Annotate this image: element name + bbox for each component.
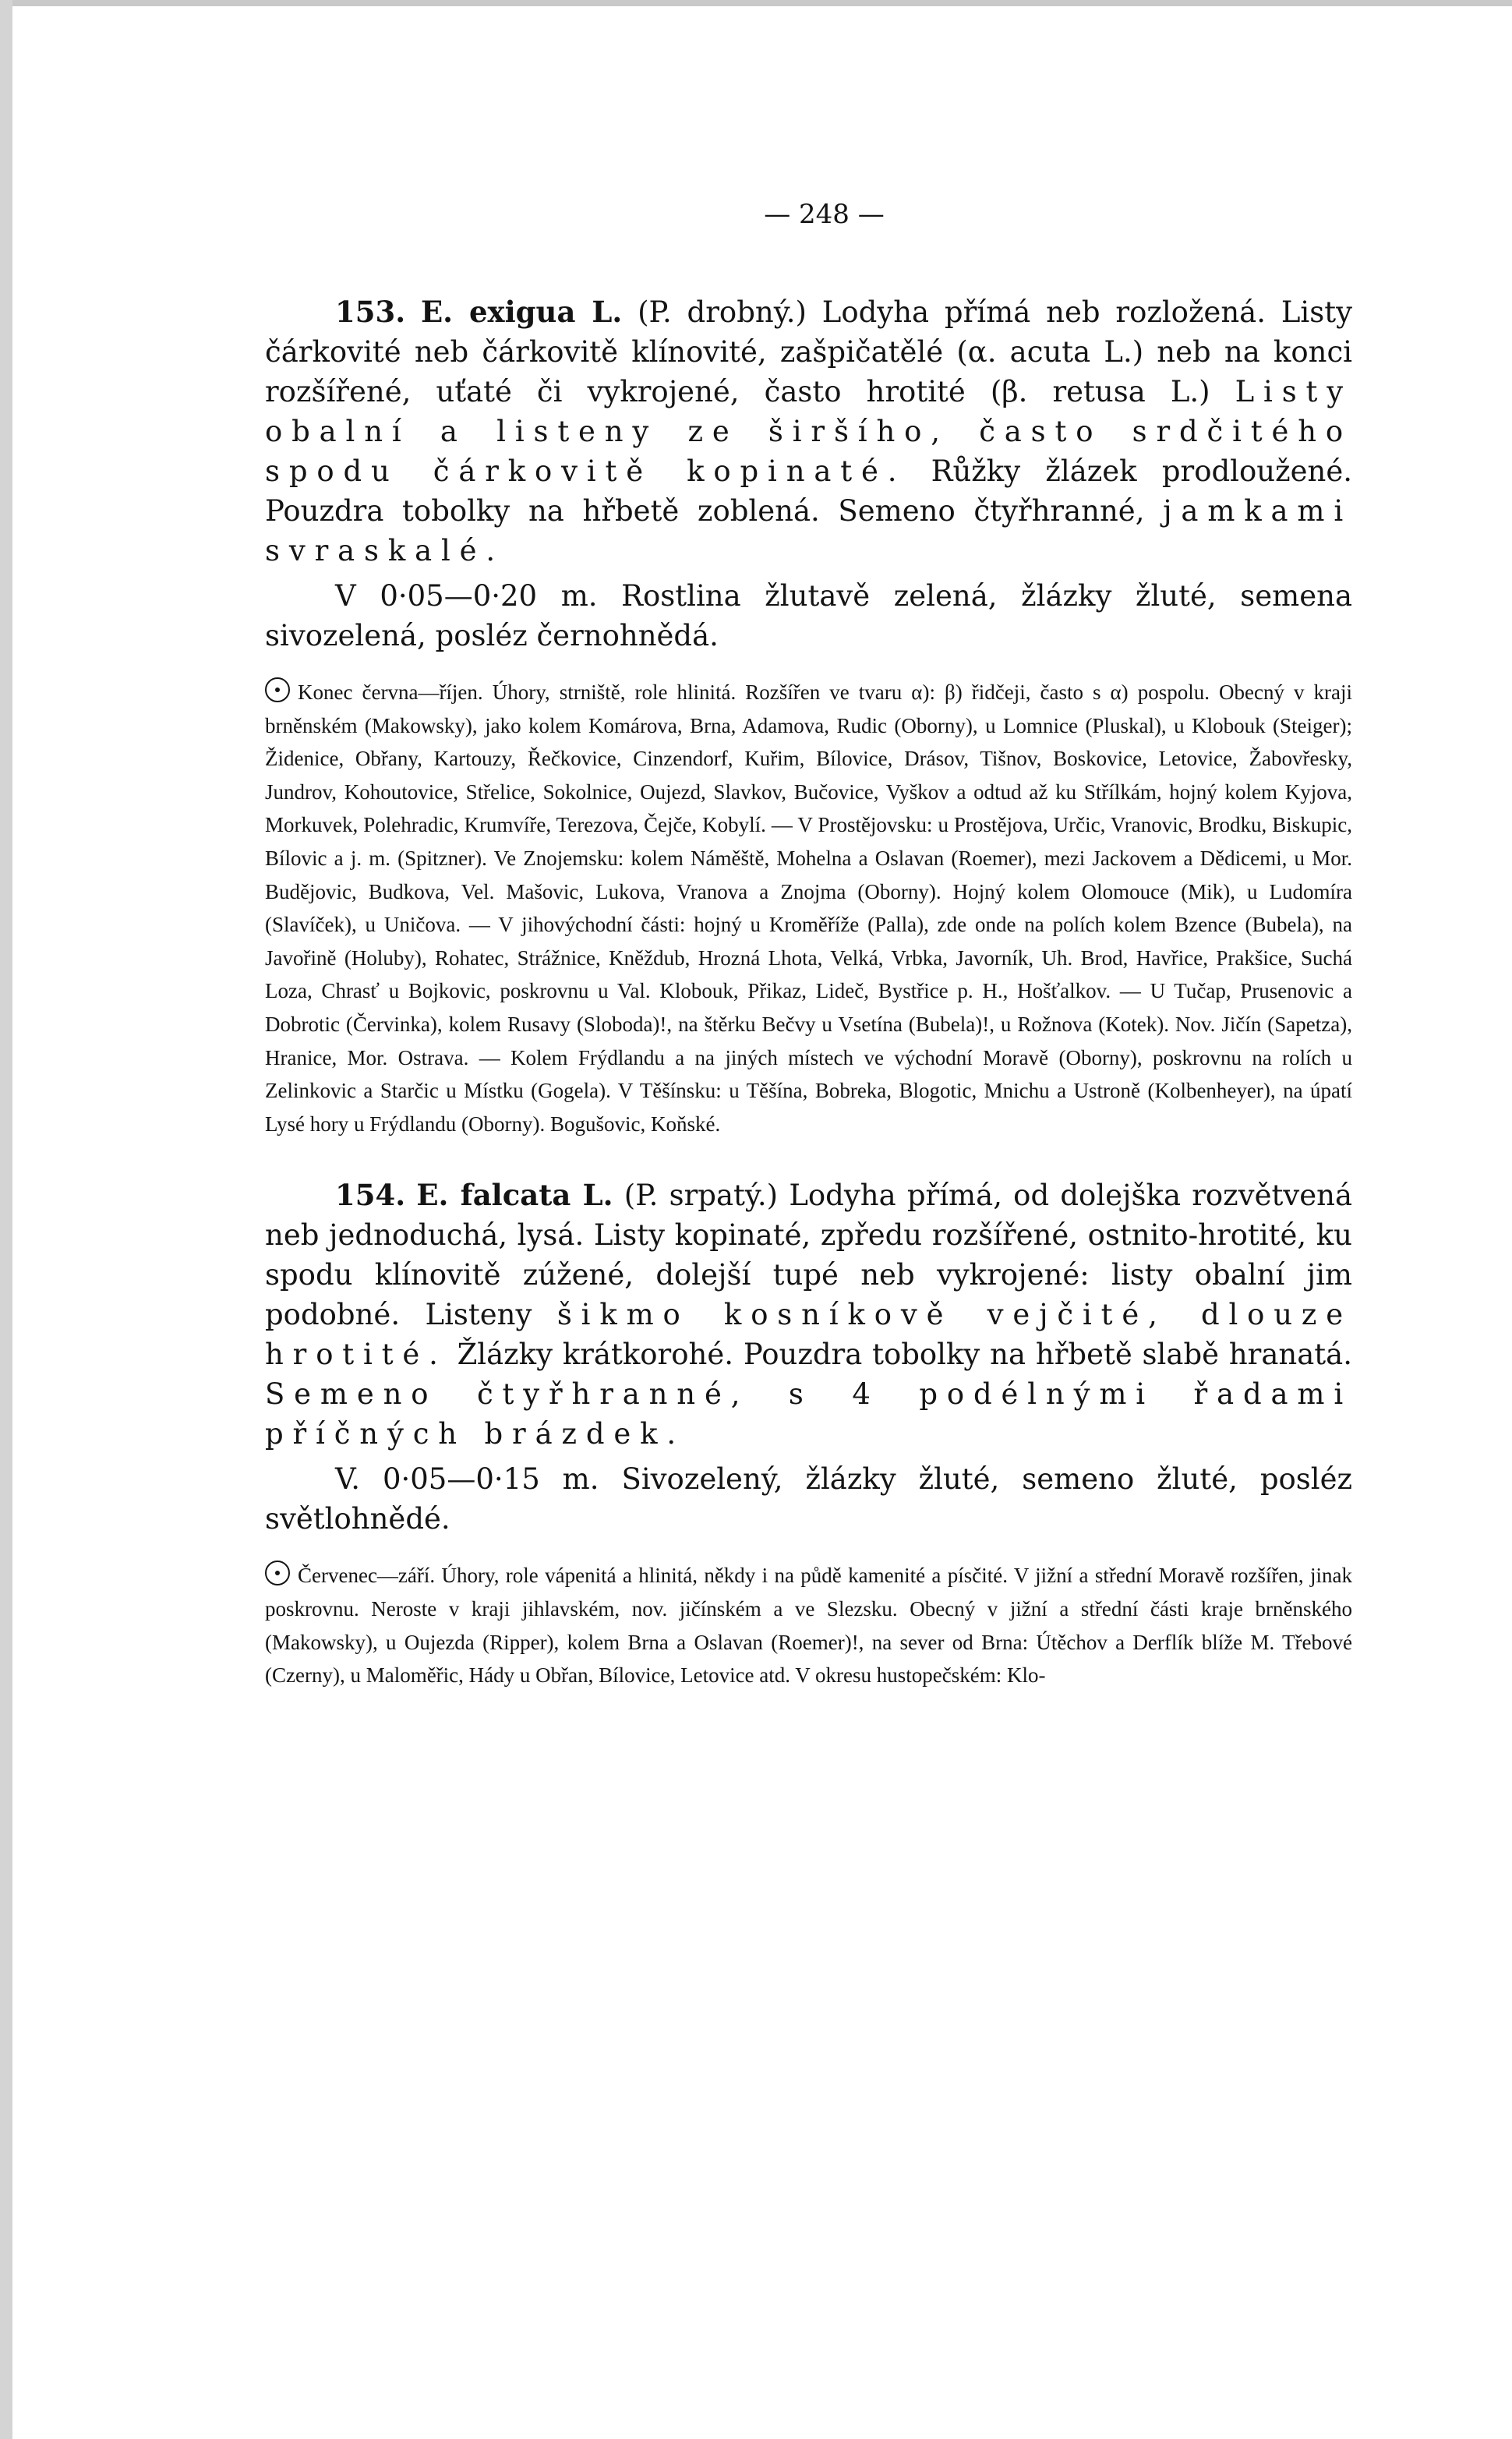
- species-154-entry: [265, 1175, 1352, 1691]
- species-153-czech-name: (P. drobný.): [638, 295, 807, 329]
- species-154-description: [265, 1175, 1352, 1454]
- species-153-distribution: [265, 676, 1352, 1140]
- species-154-distribution: [265, 1559, 1352, 1691]
- species-154-name: E. falcata L.: [416, 1178, 613, 1213]
- species-153-size-color: V 0·05—0·20 m. Rostlina žlutavě zelená, žlázky žluté, semena sivozelená, posléz černohnědá.: [265, 579, 1352, 652]
- page-content: [265, 199, 1352, 1692]
- page-number: — 248 —: [764, 199, 885, 230]
- species-153-spaced-text-2: jamkami svraskalé.: [265, 494, 1353, 567]
- species-154-size-color: V. 0·05—0·15 m. Sivozelený, žlázky žluté, semeno žluté, posléz světlohnědé.: [265, 1462, 1352, 1536]
- species-153-description: [265, 292, 1352, 571]
- species-154-czech-name: (P. srpatý.): [624, 1179, 779, 1213]
- species-153-distribution-text: Konec června—říjen. Úhory, strniště, role hlinitá. Rozšířen ve tvaru α): β) řidčeji, často s α) pospolu. Obecný v kraji brněnském (Makowsky), jako kolem Komárova, Brna, Adamova, Rudic (Oborny), u Lomnice (Pluskal), u Klobouk (Steiger); Židenice, Obřany, Kartouzy, Řečkovice, Cinzendorf, Kuřim, Bílovice, Drásov, Tišnov, Boskovice, Letovice, Žabovřesky, Jundrov, Kohoutovice, Střelice, Sokolnice, Oujezd, Slavkov, Bučovice, Vyškov a odtud až ku Střílkám, hojný kolem Kyjova, Morkuvek, Polehradic, Krumvíře, Terezova, Čejče, Kobylí. — V Prostějovsku: u Prostějova, Určic, Vranovic, Brodku, Biskupic, Bílovic a j. m. (Spitzner). Ve Znojemsku: kolem Náměště, Mohelna a Oslavan (Roemer), mezi Jackovem a Dědicemi, u Mor. Budějovic, Budkova, Vel. Mašovic, Lukova, Vranova a Znojma (Oborny). Hojný kolem Olomouce (Mik), u Ludomíra (Slavíček), u Uničova. — V jihovýchodní části: hojný u Kroměříže (Palla), zde onde na polích kolem Bzence (Bubela), na Javořině (Holuby), Rohatec, Strážnice, Kněždub, Hrozná Lhota, Velká, Vrbka, Javorník, Uh. Brod, Havřice, Prakšice, Suchá Loza, Chrasť u Bojkovic, poskrovnu u Val. Klobouk, Přikaz, Lideč, Bystřice p. H., Hošťalkov. — U Tučap, Prusenovic a Dobrotic (Červinka), kolem Rusavy (Sloboda)!, na štěrku Bečvy u Vsetína (Bubela)!, u Rožnova (Kotek). Nov. Jičín (Sapetza), Hranice, Mor. Ostrava. — Kolem Frýdlandu a na jiných místech ve východní Moravě (Oborny), poskrovnu na rolích u Zelinkovic a Starčic u Místku (Gogela). V Těšínsku: u Těšína, Bobreka, Blogotic, Mnichu a Ustroně (Kolbenheyer), na úpatí Lysé hory u Frýdlandu (Oborny). Bogušovic, Koňské.: [265, 680, 1352, 1136]
- species-153-spaced-text-1: Listy obalní a listeny ze širšího, často srdčitého spodu čárkovitě kopinaté.: [265, 375, 1353, 488]
- species-154-text-a: Lodyha přímá, od dolejška rozvětvená neb jednoduchá, lysá. Listy kopinaté, zpředu rozšířené, ostnito-hrotité, ku spodu klínovitě zúžené, dolejší tupé neb vykrojené: listy obalní jim podobné. Listeny: [265, 1179, 1353, 1332]
- species-153-name: E. exigua L.: [420, 295, 623, 329]
- species-154-number: 154.: [335, 1178, 406, 1213]
- scan-edge-left: [0, 0, 12, 2439]
- species-153-text-a: Lodyha přímá neb rozložená. Listy čárkovité neb čárkovitě klínovité, zašpičatělé (α. acuta L.) neb na konci rozšířené, uťaté či vykrojené, často hrotité (β. retusa L.): [265, 295, 1352, 408]
- species-154-spaced-text-1: šikmo kosníkově vejčité, dlouze hrotité.: [265, 1298, 1353, 1372]
- annual-plant-symbol-icon: [265, 677, 290, 702]
- species-154-spaced-text-2: Semeno čtyřhranné, s 4 podélnými řadami příčných brázdek.: [265, 1377, 1352, 1451]
- species-153-text-b: Růžky žlázek prodloužené. Pouzdra tobolky na hřbetě zoblená. Semeno čtyřhranné,: [265, 454, 1352, 528]
- annual-plant-symbol-icon: [265, 1561, 290, 1585]
- species-154-distribution-text: Červenec—září. Úhory, role vápenitá a hlinitá, někdy i na půdě kamenité a písčité. V jižní a střední Moravě rozšířen, jinak poskrovnu. Neroste v kraji jihlavském, nov. jičínském a ve Slezsku. Obecný v jižní a střední části kraje brněnského (Makowsky), u Oujezda (Ripper), kolem Brna a Oslavan (Roemer)!, na sever od Brna: Útěchov a Derflík blíže M. Třebové (Czerny), u Maloměřic, Hády u Obřan, Bílovice, Letovice atd. V okresu hustopečském: Klo-: [265, 1564, 1352, 1688]
- species-153-entry: [265, 292, 1352, 1140]
- scan-edge-top: [0, 0, 1512, 6]
- species-153-number: 153.: [335, 295, 406, 329]
- species-154-text-b: Žlázky krátkorohé. Pouzdra tobolky na hřbetě slabě hranatá.: [457, 1338, 1352, 1372]
